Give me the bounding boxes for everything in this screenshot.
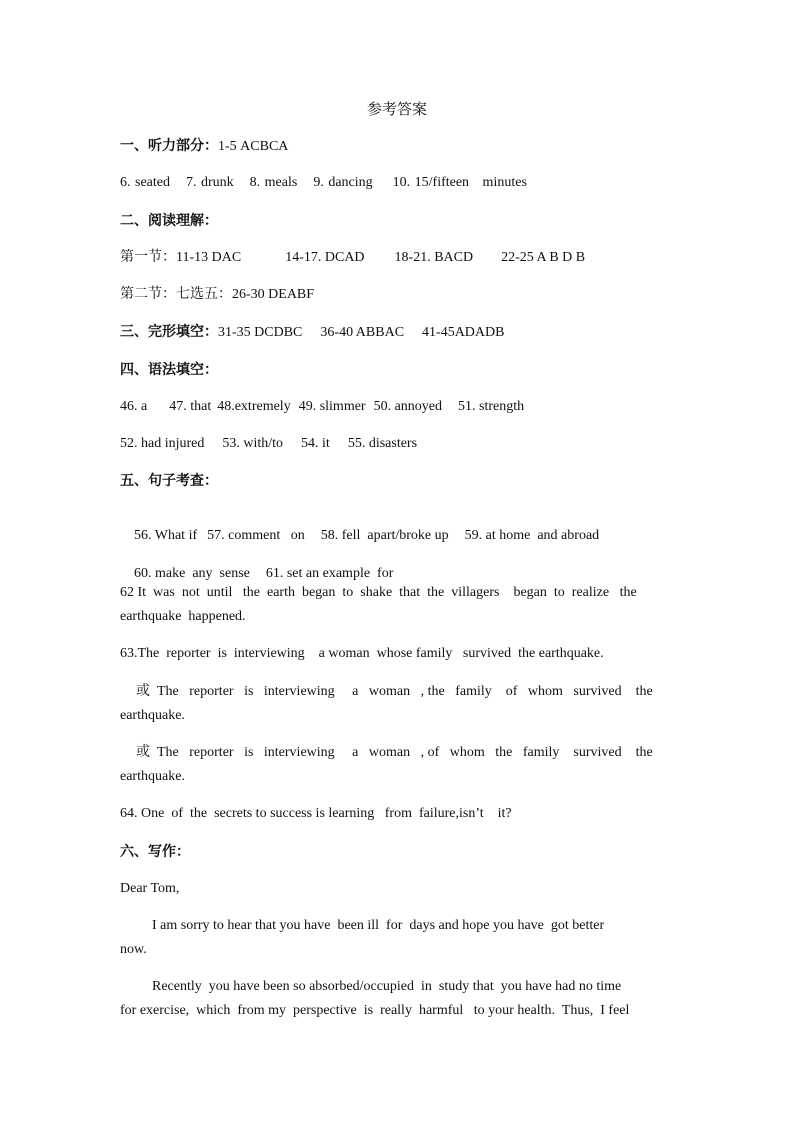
answer-item: 18-21. BACD	[394, 250, 474, 265]
reading-part1	[120, 249, 672, 267]
letter-para-1-line-2: now.	[120, 942, 147, 957]
section-cloze	[120, 323, 672, 342]
section-heading: 一、听力部分：	[120, 138, 218, 154]
section-heading: 六、写作：	[120, 844, 190, 860]
answer-item: 6. seated	[120, 175, 170, 190]
answer-item: 52. had injured	[120, 436, 205, 451]
answer-item: 57. comment on	[207, 528, 305, 543]
letter-para-2-line-2: for exercise, which from my perspective is really harmful to your health. Thus, I feel	[120, 1003, 630, 1018]
answer-item: 60. make any sense	[134, 566, 250, 581]
answer-64: 64. One of the secrets to success is learning from failure,isn’t it?	[120, 806, 512, 821]
listening-items	[120, 174, 672, 192]
answer-text: 1-5 ACBCA	[218, 139, 289, 154]
answer-item: 14-17. DCAD	[285, 250, 365, 265]
answer-item: 7. drunk	[185, 175, 234, 190]
answer-item: 50. annoyed	[373, 399, 443, 414]
answer-item: 31-35 DCDBC	[218, 325, 303, 340]
answer-item: 10. 15/fifteen minutes	[392, 175, 527, 190]
answer-item: 61. set an example for	[265, 566, 394, 581]
answer-item: 58. fell apart/broke up	[320, 528, 449, 543]
answer-item: 8. meals	[249, 175, 298, 190]
grammar-row-2	[120, 435, 672, 453]
answer-62-line-1: 62 It was not until the earth began to shake that the villagers began to realize the	[120, 585, 637, 600]
letter-salutation: Dear Tom,	[120, 881, 180, 896]
answer-item: 56. What if	[134, 528, 198, 543]
answer-text: 26-30 DEABF	[232, 287, 315, 302]
answer-item: 36-40 ABBAC	[320, 325, 405, 340]
section-heading: 五、句子考查：	[120, 473, 218, 489]
answer-item: 48.extremely	[217, 399, 291, 414]
answer-63-alt-2-line-1: 或 The reporter is interviewing a woman , of whom the family survived the	[136, 745, 653, 760]
answer-63-alt-1-line-2: earthquake.	[120, 708, 185, 723]
section-heading: 四、语法填空：	[120, 362, 218, 378]
answer-63: 63.The reporter is interviewing a woman whose family survived the earthquake.	[120, 646, 604, 661]
answer-item: 41-45ADADB	[422, 325, 505, 340]
answer-item: 46. a	[120, 399, 148, 414]
answer-item: 47. that	[169, 399, 212, 414]
answer-63-alt-1-line-1: 或 The reporter is interviewing a woman , the family of whom survived the	[136, 684, 653, 699]
section-heading: 二、阅读理解：	[120, 213, 218, 229]
answer-63-alt-2-line-2: earthquake.	[120, 769, 185, 784]
section-heading: 三、完形填空：	[120, 324, 218, 340]
answer-item: 49. slimmer	[298, 399, 366, 414]
section-listening	[120, 137, 672, 156]
answer-item: 55. disasters	[347, 436, 418, 451]
answer-item: 22-25 A B D B	[501, 250, 586, 265]
answer-item: 54. it	[301, 436, 330, 451]
section-writing	[120, 843, 672, 862]
answer-item: 51. strength	[458, 399, 525, 414]
section-reading	[120, 212, 672, 231]
answer-item: 53. with/to	[222, 436, 284, 451]
page-title: 参考答案	[366, 102, 427, 118]
section-grammar	[120, 361, 672, 380]
grammar-row-1	[120, 398, 672, 416]
letter-para-2-line-1: Recently you have been so absorbed/occupied in study that you have had no time	[152, 979, 622, 994]
answer-item: 9. dancing	[313, 175, 373, 190]
part-label: 第一节：	[120, 250, 176, 265]
answer-item: 11-13 DAC	[176, 250, 242, 265]
answer-62-line-2: earthquake happened.	[120, 609, 246, 624]
letter-para-1-line-1: I am sorry to hear that you have been ill for days and hope you have got better	[152, 918, 605, 933]
part-label: 第二节：七选五：	[120, 287, 232, 302]
reading-part2	[120, 286, 672, 304]
section-sentences	[120, 472, 672, 491]
answer-item: 59. at home and abroad	[464, 528, 600, 543]
